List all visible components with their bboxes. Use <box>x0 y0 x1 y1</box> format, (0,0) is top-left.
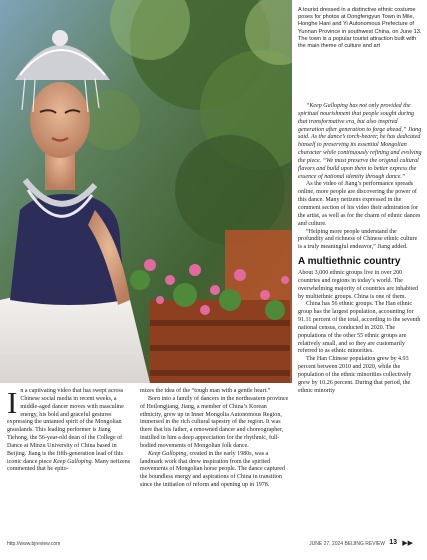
lead-text: n a captivating video that has swept across Chinese social media in recent weeks, a middle-aged dancer moves with masculine energy, his bold and graceful gestures expressing the untamed spirit of the Mongolian grasslands. This leading performer is Jiang Tiehong, the 56-year-old dean of the College of Dance at Minzu University of China based in Beijing. Jiang is the fifth-generation lead of this iconic dance piece <box>7 388 124 465</box>
article-paragraph <box>140 451 290 490</box>
article-paragraph: As the video of Jiang’s performance spreads online, more people are discovering the power of this dance. Many netizens expressed in the comment section of his video their admiration for the artist, as well as for the charm of ethnic dances and culture. <box>298 181 421 227</box>
lead-text-end: . Many netizens commented that he epito- <box>7 458 131 473</box>
dance-title: Keep Galloping <box>53 458 92 465</box>
page-footer <box>0 538 427 550</box>
article-paragraph: China has 56 ethnic groups. The Han ethnic group has the largest population, accounting for 91.11 percent of the total, according to the seventh national census, conducted in 2020. The populations of the other 55 ethnic groups are relatively small, and so they are customarily referred to as ethnic minorities. <box>298 301 421 355</box>
feature-photo <box>0 0 292 383</box>
page-number: 13 <box>389 539 397 546</box>
continue-arrow-icon: ▶▶ <box>402 540 413 547</box>
article-paragraph <box>298 103 422 181</box>
article-paragraph: The Han Chinese population grew by 4.93 percent between 2010 and 2020, while the population of the ethnic minorities collectively grew by 10.26 percent. During that period, the ethnic minority <box>298 356 412 394</box>
performer-photo-illustration <box>0 0 292 383</box>
lead-paragraph <box>7 385 131 474</box>
dance-title: “Keep Galloping has not only provided the spiritual nourishment that people sought during that transformative era, but also inspired generation after generation to forge ahead,” Jiang said. As the dance’s torch-bearer, he has dedicated himself to preserving its essential Mongolian character while continuously refining and evolving the piece. “We must preserve the original cultural flavors and build upon them to better express the essence of national identity through dance.” <box>298 103 422 180</box>
article-paragraph: mizes the idea of the “tough man with a gentle heart.” <box>140 388 271 394</box>
footer-issue: JUNE 27, 2024 BEIJING REVIEW <box>309 541 385 547</box>
section-heading: A multiethnic country <box>298 256 401 268</box>
drop-cap: I <box>7 385 18 420</box>
article-paragraph: Born into a family of dancers in the northeastern province of Heilongjiang, Jiang, a member of China’s Korean ethnicity, grew up in Inner Mongolia Autonomous Region, immersed in the rich cultural tapestry of the region. It was there that his father, a renowned dancer and choreographer, instilled in him a deep appreciation for the rhythmic, full-bodied movements of Mongolian folk dance. <box>140 395 289 449</box>
footer-url[interactable]: http://www.bjreview.com <box>7 541 61 547</box>
right-article-column <box>298 103 422 396</box>
middle-article-column <box>140 388 290 490</box>
dance-title: Keep Galloping <box>148 450 187 457</box>
article-paragraph: About 3,000 ethnic groups live in over 200 countries and regions in today’s world. The overwhelming majority of countries are inhabited by multiethnic groups. China is one of them. <box>298 270 419 300</box>
left-article-column <box>7 385 131 474</box>
article-paragraph: “Helping more people understand the profundity and richness of Chinese ethnic culture is a truly meaningful endeavor,” Jiang added. <box>298 228 418 251</box>
article-text: , created in the early 1980s, was a landmark work that drew inspiration from the spirited movements of Mongolian horse people. The dance captured the boundless energy and aspirations of China in transition since the initiation of reform and opening up in 1978. <box>140 450 285 489</box>
photo-caption: A tourist dressed in a distinctive ethnic costume poses for photos at Dongfengyun Town in Mile, Honghe Hani and Yi Autonomous Prefecture of Yunnan Province in southwest China, on June 13. The town is a popular tourist attraction built with the main theme of culture and art <box>298 7 422 50</box>
